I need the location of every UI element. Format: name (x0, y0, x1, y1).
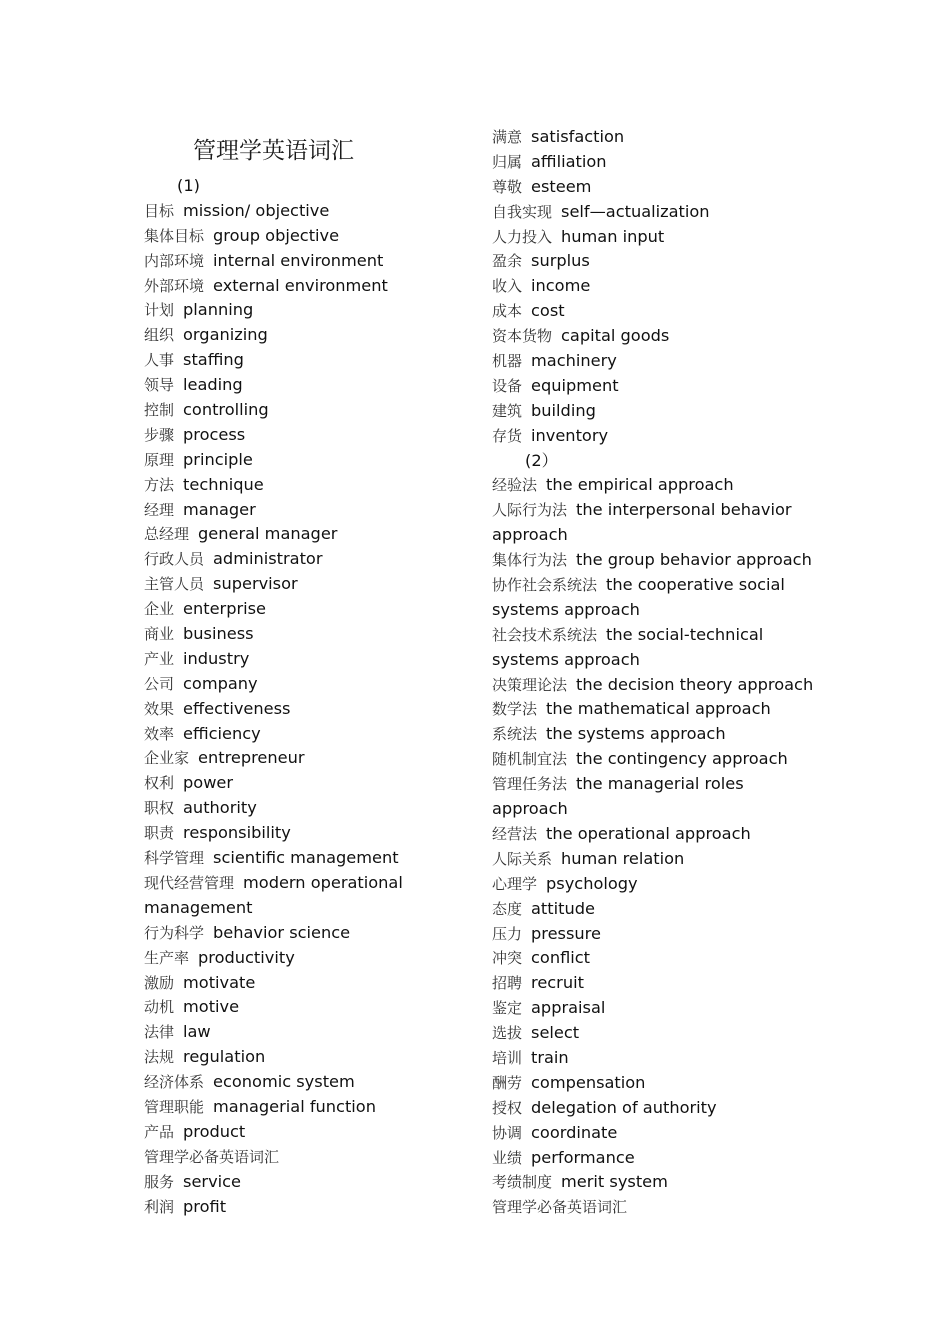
term-chinese: 随机制宜法 (492, 750, 568, 769)
term-english: productivity (198, 947, 295, 967)
term-chinese: 心理学 (492, 874, 538, 893)
vocab-entry (144, 597, 403, 622)
running-header-text: 管理学必备英语词汇 (144, 1147, 280, 1166)
term-chinese: 决策理论法 (492, 675, 568, 694)
vocab-entry (144, 249, 403, 274)
vocab-entry (144, 1095, 403, 1120)
term-english: capital goods (561, 326, 670, 346)
term-english: the decision theory approach (576, 674, 814, 694)
term-english: select (531, 1023, 580, 1043)
term-english: human relation (561, 848, 685, 868)
term-english: entrepreneur (198, 748, 305, 768)
vocab-entry (144, 946, 403, 971)
vocab-entry (144, 1195, 403, 1220)
term-continuation (492, 523, 813, 548)
vocab-entry (144, 298, 403, 323)
vocab-entry (144, 971, 403, 996)
term-chinese: 领导 (144, 376, 175, 395)
term-chinese: 商业 (144, 625, 175, 644)
vocab-entry (144, 1070, 403, 1095)
term-english: the contingency approach (576, 749, 788, 769)
vocab-entry (492, 324, 813, 349)
term-english: the group behavior approach (576, 550, 812, 570)
vocab-entry (492, 1021, 813, 1046)
term-chinese: 设备 (492, 376, 523, 395)
term-english: authority (183, 798, 257, 818)
term-chinese: 存货 (492, 426, 523, 445)
term-chinese: 经理 (144, 500, 175, 519)
vocab-entry (144, 498, 403, 523)
term-english: attitude (531, 898, 595, 918)
term-chinese: 经营法 (492, 824, 538, 843)
term-chinese: 行政人员 (144, 550, 205, 569)
term-english: building (531, 400, 596, 420)
term-chinese: 效果 (144, 699, 175, 718)
term-continuation (492, 797, 813, 822)
vocab-entry (492, 1046, 813, 1071)
term-chinese: 方法 (144, 475, 175, 494)
term-chinese: 企业家 (144, 749, 190, 768)
term-english: cost (531, 301, 565, 321)
term-chinese: 态度 (492, 899, 523, 918)
vocab-entry (144, 547, 403, 572)
vocab-entry (144, 871, 403, 896)
term-english: service (183, 1171, 241, 1191)
term-english: esteem (531, 176, 592, 196)
term-chinese: 公司 (144, 674, 175, 693)
term-english: equipment (531, 375, 619, 395)
vocab-entry (492, 1096, 813, 1121)
vocab-entry (144, 1120, 403, 1145)
term-english: process (183, 424, 246, 444)
vocab-entry (144, 672, 403, 697)
term-chinese: 目标 (144, 201, 175, 220)
term-chinese: 现代经营管理 (144, 873, 235, 892)
term-english: approach (492, 525, 568, 545)
term-english: company (183, 673, 258, 693)
term-chinese: 职责 (144, 824, 175, 843)
term-english: profit (183, 1196, 227, 1216)
term-english: appraisal (531, 998, 606, 1018)
vocab-entry (144, 622, 403, 647)
vocab-entry (492, 1146, 813, 1171)
term-english: human input (561, 226, 665, 246)
term-english: regulation (183, 1047, 266, 1067)
vocab-entry (492, 872, 813, 897)
term-chinese: 压力 (492, 924, 523, 943)
vocab-entry (144, 348, 403, 373)
running-header-text: 管理学必备英语词汇 (492, 1198, 628, 1217)
term-chinese: 人事 (144, 351, 175, 370)
term-chinese: 授权 (492, 1098, 523, 1117)
vocab-entry (492, 424, 813, 449)
term-english: supervisor (213, 574, 298, 594)
vocab-entry (492, 722, 813, 747)
term-english: delegation of authority (531, 1097, 717, 1117)
term-english: group objective (213, 225, 340, 245)
term-english: law (183, 1022, 211, 1042)
term-english: leading (183, 375, 243, 395)
term-chinese: 协调 (492, 1123, 523, 1142)
term-chinese: 企业 (144, 600, 175, 619)
term-english: planning (183, 300, 254, 320)
vocab-entry (492, 946, 813, 971)
term-english: effectiveness (183, 698, 291, 718)
vocab-entry (492, 548, 813, 573)
vocab-entry (144, 373, 403, 398)
term-chinese: 鉴定 (492, 999, 523, 1018)
vocab-entry (144, 423, 403, 448)
term-chinese: 生产率 (144, 948, 190, 967)
term-chinese: 人际关系 (492, 849, 553, 868)
term-chinese: 资本货物 (492, 327, 553, 346)
term-english: machinery (531, 351, 617, 371)
term-chinese: 经验法 (492, 476, 538, 495)
vocab-entry (144, 323, 403, 348)
vocab-entry (492, 498, 813, 523)
vocab-entry (144, 746, 403, 771)
term-chinese: 职权 (144, 799, 175, 818)
term-english: business (183, 624, 254, 644)
vocab-entry (492, 747, 813, 772)
term-chinese: 产业 (144, 649, 175, 668)
term-continuation (144, 896, 403, 921)
vocab-entry (492, 225, 813, 250)
term-english: general manager (198, 524, 338, 544)
vocab-entry (144, 199, 403, 224)
term-chinese: 管理职能 (144, 1097, 205, 1116)
vocab-entry (492, 349, 813, 374)
vocab-entry (144, 796, 403, 821)
term-english: conflict (531, 948, 591, 968)
vocab-entry (492, 847, 813, 872)
vocab-entry (144, 1170, 403, 1195)
term-chinese: 步骤 (144, 425, 175, 444)
term-chinese: 建筑 (492, 401, 523, 420)
term-chinese: 激励 (144, 973, 175, 992)
vocab-entry (144, 224, 403, 249)
vocab-entry (144, 995, 403, 1020)
term-chinese: 满意 (492, 128, 523, 146)
term-english: mission/ objective (183, 200, 330, 220)
term-english: industry (183, 648, 250, 668)
term-english: pressure (531, 923, 601, 943)
term-english: efficiency (183, 723, 261, 743)
term-english: staffing (183, 350, 244, 370)
vocab-entry (492, 922, 813, 947)
term-chinese: 人力投入 (492, 227, 553, 246)
term-english: satisfaction (531, 127, 625, 146)
vocab-entry (144, 921, 403, 946)
term-english: internal environment (213, 250, 384, 270)
vocab-entry (492, 125, 813, 150)
vocab-entry (492, 175, 813, 200)
term-english: the systems approach (546, 724, 726, 744)
vocab-entry (144, 846, 403, 871)
vocab-entry (144, 1020, 403, 1045)
term-english: income (531, 276, 591, 296)
vocab-entry (144, 473, 403, 498)
vocab-entry (492, 1121, 813, 1146)
term-english: principle (183, 449, 253, 469)
term-chinese: 集体行为法 (492, 551, 568, 570)
vocab-entry (492, 623, 813, 648)
vocab-entry (144, 398, 403, 423)
term-english: the managerial roles (576, 774, 744, 794)
term-english: approach (492, 799, 568, 819)
term-english: organizing (183, 325, 268, 345)
vocab-entry (144, 647, 403, 672)
term-chinese: 招聘 (492, 974, 523, 993)
page-title: 管理学英语词汇 (193, 138, 354, 164)
term-chinese: 协作社会系统法 (492, 576, 598, 595)
term-english: manager (183, 499, 256, 519)
term-chinese: 集体目标 (144, 226, 205, 245)
term-english: the empirical approach (546, 475, 734, 495)
term-chinese: 业绩 (492, 1148, 523, 1167)
vocab-entry (492, 374, 813, 399)
term-chinese: 机器 (492, 352, 523, 371)
vocab-entry (144, 274, 403, 299)
term-chinese: 计划 (144, 301, 175, 320)
term-english: technique (183, 474, 264, 494)
vocab-entry (144, 448, 403, 473)
term-chinese: 法规 (144, 1048, 175, 1067)
term-chinese: 数学法 (492, 700, 538, 719)
term-chinese: 原理 (144, 450, 175, 469)
term-english: the social-technical (606, 624, 764, 644)
term-english: surplus (531, 251, 590, 271)
vocab-entry (492, 772, 813, 797)
term-english: the operational approach (546, 823, 751, 843)
term-english: the cooperative social (606, 575, 785, 595)
term-chinese: 法律 (144, 1023, 175, 1042)
term-chinese: 培训 (492, 1048, 523, 1067)
term-chinese: 成本 (492, 302, 523, 321)
vocab-entry (492, 274, 813, 299)
vocab-entry (492, 971, 813, 996)
term-english: controlling (183, 400, 269, 420)
term-english: external environment (213, 275, 388, 295)
vocab-entry (492, 573, 813, 598)
vocab-column-right (492, 125, 813, 1220)
term-chinese: 控制 (144, 401, 175, 420)
term-english: management (144, 897, 253, 917)
term-english: behavior science (213, 922, 351, 942)
term-english: economic system (213, 1072, 355, 1092)
section-heading: (1) (177, 176, 200, 195)
term-chinese: 收入 (492, 277, 523, 296)
term-chinese: 酬劳 (492, 1073, 523, 1092)
term-english: power (183, 773, 234, 793)
term-english: enterprise (183, 599, 267, 619)
term-chinese: 冲突 (492, 949, 523, 968)
term-chinese: 总经理 (144, 525, 190, 544)
vocab-entry (144, 697, 403, 722)
vocab-entry (144, 722, 403, 747)
term-chinese: 经济体系 (144, 1073, 205, 1092)
term-chinese: 系统法 (492, 725, 538, 744)
vocab-entry (492, 249, 813, 274)
vocab-column-left (144, 174, 403, 1219)
term-english: product (183, 1121, 246, 1141)
vocab-entry (144, 771, 403, 796)
term-english: modern operational (243, 872, 403, 892)
term-chinese: 利润 (144, 1197, 175, 1216)
term-chinese: 社会技术系统法 (492, 625, 598, 644)
term-continuation (492, 598, 813, 623)
term-chinese: 服务 (144, 1172, 175, 1191)
vocab-entry (492, 996, 813, 1021)
vocab-entry (492, 822, 813, 847)
vocab-entry (492, 673, 813, 698)
term-english: motivate (183, 972, 256, 992)
term-chinese: 组织 (144, 326, 175, 345)
term-english: systems approach (492, 599, 640, 619)
term-english: administrator (213, 549, 323, 569)
term-english: inventory (531, 425, 609, 445)
vocab-entry (144, 522, 403, 547)
term-english: recruit (531, 973, 584, 993)
term-chinese: 内部环境 (144, 251, 205, 270)
term-english: the mathematical approach (546, 699, 771, 719)
vocab-entry (492, 897, 813, 922)
term-continuation (492, 648, 813, 673)
vocab-entry (144, 1045, 403, 1070)
term-english: affiliation (531, 151, 607, 171)
term-english: self—actualization (561, 201, 710, 221)
vocab-entry (492, 299, 813, 324)
term-chinese: 权利 (144, 774, 175, 793)
vocab-entry (144, 821, 403, 846)
term-chinese: 自我实现 (492, 202, 553, 221)
vocab-entry (492, 697, 813, 722)
vocab-entry (492, 150, 813, 175)
term-chinese: 盈余 (492, 252, 523, 271)
vocab-entry (144, 572, 403, 597)
term-chinese: 人际行为法 (492, 501, 568, 520)
term-english: responsibility (183, 823, 291, 843)
term-english: merit system (561, 1172, 668, 1192)
term-english: train (531, 1047, 569, 1067)
term-english: compensation (531, 1072, 646, 1092)
term-chinese: 外部环境 (144, 276, 205, 295)
term-english: managerial function (213, 1096, 376, 1116)
term-chinese: 产品 (144, 1122, 175, 1141)
term-english: motive (183, 997, 240, 1017)
term-english: scientific management (213, 848, 399, 868)
term-chinese: 行为科学 (144, 923, 205, 942)
vocab-entry (492, 1170, 813, 1195)
term-english: systems approach (492, 649, 640, 669)
section-heading: (2） (525, 450, 558, 470)
term-chinese: 尊敬 (492, 177, 523, 196)
term-chinese: 动机 (144, 998, 175, 1017)
vocab-entry (492, 399, 813, 424)
vocab-entry (492, 1071, 813, 1096)
term-chinese: 科学管理 (144, 849, 205, 868)
term-chinese: 管理任务法 (492, 775, 568, 794)
term-chinese: 效率 (144, 724, 175, 743)
term-chinese: 主管人员 (144, 575, 205, 594)
vocab-entry (492, 200, 813, 225)
term-chinese: 归属 (492, 152, 523, 171)
term-english: coordinate (531, 1122, 618, 1142)
term-chinese: 选拔 (492, 1024, 523, 1043)
term-english: psychology (546, 873, 638, 893)
term-chinese: 考绩制度 (492, 1173, 553, 1192)
term-english: the interpersonal behavior (576, 500, 792, 520)
term-english: performance (531, 1147, 635, 1167)
vocab-entry (492, 473, 813, 498)
